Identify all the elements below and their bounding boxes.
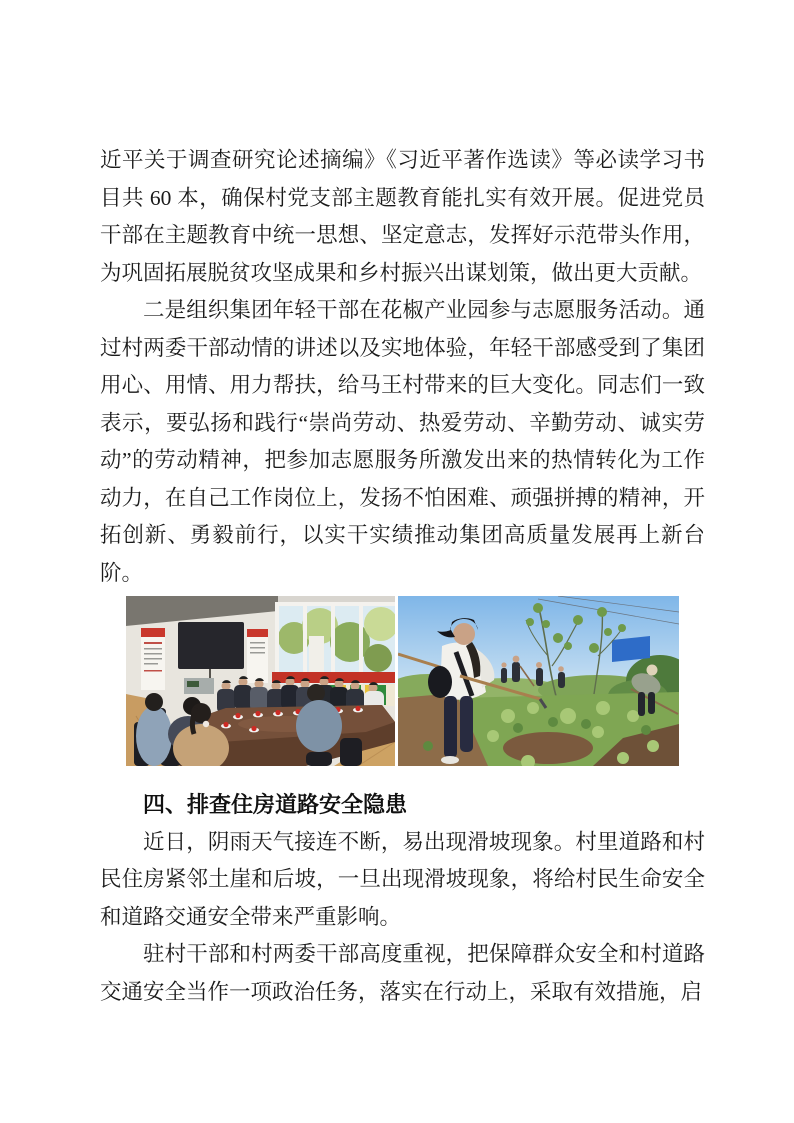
meeting-room-scene (126, 596, 395, 766)
blue-sign (612, 636, 650, 662)
orchard-volunteer-photo (398, 596, 679, 766)
paragraph-landslide-risk: 近日，阴雨天气接连不断，易出现滑坡现象。村里道路和村民住房紧邻土崖和后坡，一旦出现滑坡现象，将给村民生命安全和道路交通安全带来严重影响。 (100, 829, 705, 929)
orchard-scene (398, 596, 679, 766)
window-wall (275, 602, 395, 684)
meeting-room-photo (126, 596, 395, 766)
paragraph-volunteer-activity: 二是组织集团年轻干部在花椒产业园参与志愿服务活动。通过村两委干部动情的讲述以及实地体验，年轻干部感受到了集团用心、用情、用力帮扶，给马王村带来的巨大变化。同志们一致表示，要弘扬和践行“崇尚劳动、热爱劳动、辛勤劳动、诚实劳动”的劳动精神，把参加志愿服务所激发出来的热情转化为工作动力，在自己工作岗位上，发扬不怕困难、顽强拼搏的精神，开拓创新、勇毅前行，以实干实绩推动集团高质量发展再上新台阶。 (100, 298, 705, 585)
page-content (100, 142, 705, 1011)
ground (398, 692, 679, 766)
photo-row (126, 596, 705, 766)
section-heading-4: 四、排查住房道路安全隐患 (143, 792, 408, 817)
paragraph-cadres-action: 驻村干部和村两委干部高度重视，把保障群众安全和村道路交通安全当作一项政治任务，落实在行动上，采取有效措施，启 (100, 942, 705, 1004)
paragraph-study-books: 近平关于调查研究论述摘编》《习近平著作选读》等必读学习书目共 60 本，确保村党支部主题教育能扎实有效开展。促进党员干部在主题教育中统一思想、坚定意志，发挥好示范带头作用，为巩固拓展脱贫攻坚成果和乡村振兴出谋划策，做出更大贡献。 (100, 148, 705, 285)
